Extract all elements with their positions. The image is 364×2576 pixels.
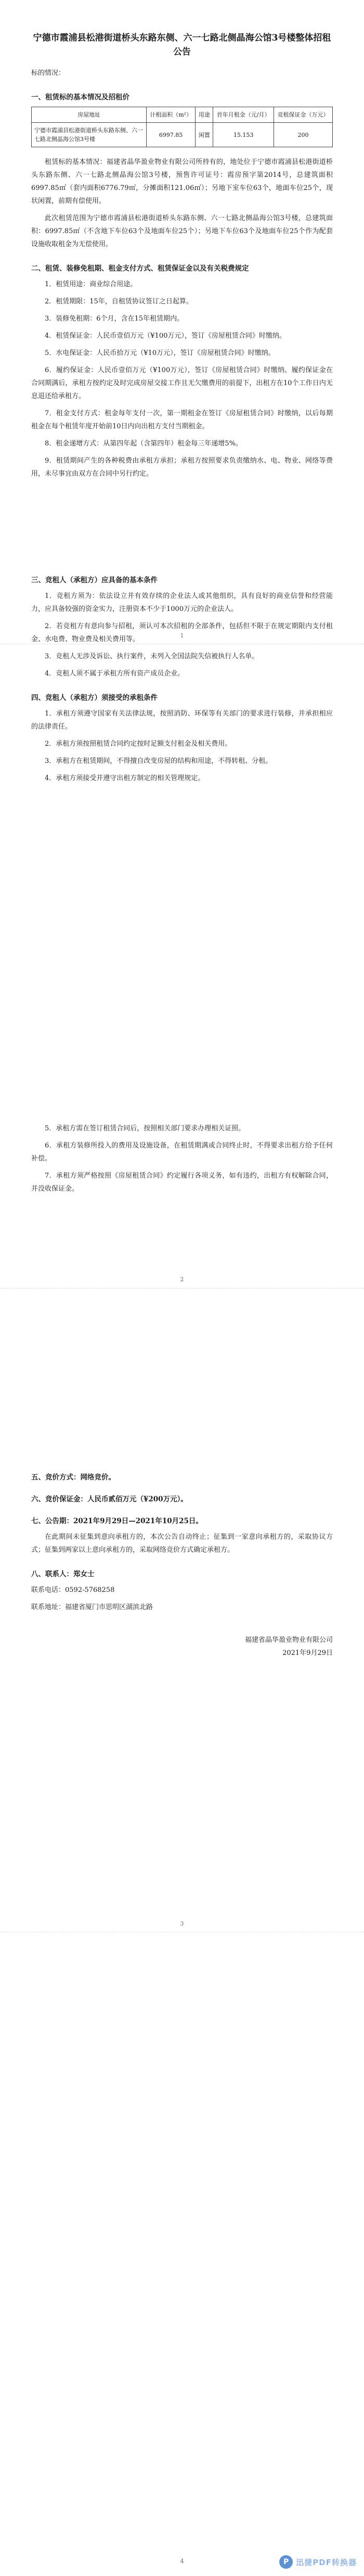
section-heading: 六、竞价保证金：人民币贰佰万元（¥200万元）。 xyxy=(31,1495,188,1503)
table-header-row xyxy=(32,107,333,123)
paragraph: 2．承租方须按照租赁合同约定按时足额支付租金及相关费用。 xyxy=(45,740,232,748)
paragraph: 5．水电保证金：人民币拾万元（¥10万元），签订《房屋租赁合同》时缴纳。 xyxy=(45,349,275,357)
table-header-cell: 竞租保证金（万元） xyxy=(274,107,333,123)
paragraph: 7．承租方须严格按照《房屋租赁合同》约定履行各项义务，如有违约，出租方有权解除合同，并没收保证金。 xyxy=(31,1172,333,1193)
paragraph: 1．竞租方须为：依法设立并有效存续的企业法人或其他组织，具有良好的商业信誉和经营能力，应具备较强的资金实力，注册资本不少于1000万元的企业法人。 xyxy=(31,592,333,613)
table-cell: 15.153 xyxy=(213,123,274,147)
page-number: 1 xyxy=(180,632,184,639)
page-number: 3 xyxy=(180,1920,184,1927)
signature-date: 2021年9月29日 xyxy=(282,1649,333,1657)
section-heading: 八、联系人：郑女士 xyxy=(31,1570,95,1578)
paragraph: 2．若竞租方有意向参与招租，须认可本次招租的全部条件，包括但不限于在规定期限内支付租金、水电费、物业费及相关费用等。 xyxy=(31,622,333,643)
paragraph: 8．租金递增方式：从第四年起（含第四年）租金每三年递增5%。 xyxy=(45,440,242,448)
page-break xyxy=(0,1932,364,1933)
table-header-cell: 房屋地址 xyxy=(32,107,147,123)
watermark xyxy=(279,2555,357,2569)
paragraph: 3．装修免租期：6个月，含在15年租赁期内。 xyxy=(45,315,184,323)
paragraph: 6．履约保证金：人民币壹佰万元（¥100万元），签订《房屋租赁合同》时缴纳。履约保证金在合同期满后，承租方按约定及时完成房屋交接工作且无欠缴费用的前提下，出租方在10个工作日内无息退还给承租方。 xyxy=(31,366,333,400)
paragraph: 7．租金支付方式：租金每年支付一次，第一期租金在签订《房屋租赁合同》时缴纳，以后每期租金在每个租赁年度开始前10日内向出租方支付当期租金。 xyxy=(31,410,333,430)
listing-table xyxy=(31,107,333,147)
document-body xyxy=(31,31,333,1660)
paragraph: 4．租赁保证金：人民币壹佰万元（¥100万元），签订《房屋租赁合同》时缴纳。 xyxy=(45,332,286,340)
paragraph: 6．承租方装修所投入的费用及设施设备，在租赁期满或合同终止时，不得要求出租方给予任何补偿。 xyxy=(31,1142,333,1163)
table-cell: 200 xyxy=(274,123,333,147)
paragraph: 此次租赁范围为宁德市霞浦县松港街道桥头东路东侧、六一七路北侧晶海公馆3号楼，总建筑面积：6997.85㎡（不含地下车位63个及地面车位25个）；另地下车位63个及地面车位25个作为配套设施收取租金为无偿使用。 xyxy=(31,214,333,248)
table-header-cell: 用途 xyxy=(196,107,213,123)
converter-logo-icon: P xyxy=(279,2555,293,2569)
watermark-text: 迅捷PDF转换器 xyxy=(296,2557,357,2567)
contact-phone: 联系电话：0592-5768258 xyxy=(31,1586,115,1594)
paragraph: 租赁标的基本情况：福建省晶华盈业物业有限公司所持有的，地处位于宁德市霞浦县松港街道桥头东路东侧、六一七路北侧晶海公馆3号楼，预售许可证号：霞房预字第2014号，总建筑面积6997.85㎡（套内面积6776.79㎡，分摊面积121.06㎡）；另地下室车位63个，地面车位25个，现状闲置，前期有偿使用。 xyxy=(31,158,333,205)
paragraph: 3．竞租人无涉及诉讼、执行案件，未列入全国法院失信被执行人名单。 xyxy=(45,653,259,660)
table-row xyxy=(32,123,333,147)
paragraph: 5．承租方需在签订租赁合同后，按照相关部门要求办理相关证照。 xyxy=(45,1125,245,1132)
document-title: 宁德市霞浦县松港街道桥头东路东侧、六一七路北侧晶海公馆3号楼整体招租公告 xyxy=(33,33,331,57)
page-number: 4 xyxy=(180,2558,184,2565)
paragraph: 1．租赁用途：商业综合用途。 xyxy=(45,280,137,288)
signature-company: 福建省晶华盈业物业有限公司 xyxy=(244,1636,333,1644)
table-cell: 闲置 xyxy=(196,123,213,147)
contact-address: 联系地址：福建省厦门市思明区湖滨北路 xyxy=(31,1603,153,1611)
section-heading: 三、竞租人（承租方）应具备的基本条件 xyxy=(31,576,158,584)
table-cell: 6997.85 xyxy=(147,123,196,147)
table-header-cell: 首年月租金（元/月） xyxy=(213,107,274,123)
section-heading: 七、公告期：2021年9月29日—2021年10月25日。 xyxy=(31,1517,203,1525)
paragraph: 1．承租方须遵守国家有关法律法规，按照消防、环保等有关部门的要求进行装修，并承担相应的法律责任。 xyxy=(31,710,333,731)
section-heading: 二、租赁、装修免租期、租金支付方式、租赁保证金以及有关税费规定 xyxy=(31,264,249,273)
paragraph: 4．竞租人须不属于承租方所有资产成员企业。 xyxy=(45,670,185,678)
paragraph: 在此期间未征集到意向承租方的，本次公告自动终止；征集到一家意向承租方的，采取协议方式；征集到两家以上意向承租方的，采取网络竞价方式确定承租方。 xyxy=(31,1533,333,1554)
table-cell: 宁德市霞浦县松港街道桥头东路东侧、六一七路北侧晶海公馆3号楼 xyxy=(32,123,147,147)
table-header-cell: 计租面积（m²） xyxy=(147,107,196,123)
page-number: 2 xyxy=(180,1276,184,1283)
paragraph: 4．承租方须接受并遵守出租方制定的相关管理规定。 xyxy=(45,774,205,782)
paragraph: 9．租赁期间产生的各种税费由承租方承担；承租方按照要求负责缴纳水、电、物业、网络等费用，未尽事宜由双方在合同中另行约定。 xyxy=(31,457,333,478)
paragraph: 2．租赁期限：15年，自租赁协议签订之日起算。 xyxy=(45,298,193,305)
section-heading: 五、竞价方式：网络竞价。 xyxy=(31,1473,115,1482)
intro-text: 标的情况： xyxy=(31,69,66,77)
paragraph: 3．承租方在租赁期间，不得擅自改变房屋的结构和用途，不得转租、分租。 xyxy=(45,757,272,765)
section-heading: 四、竞租人（承租方）须接受的承租条件 xyxy=(31,694,158,702)
section-heading: 一、租赁标的基本情况及招租价 xyxy=(31,93,129,101)
